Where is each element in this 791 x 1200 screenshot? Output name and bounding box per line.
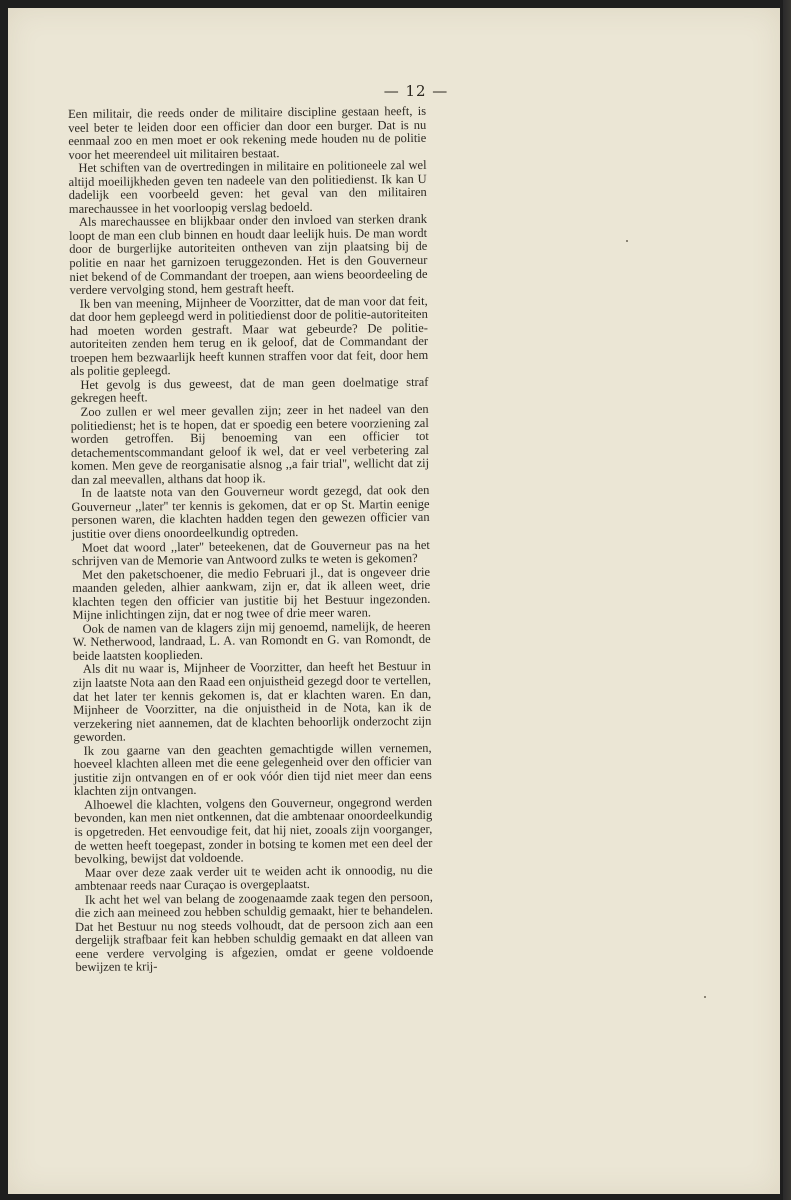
paragraph: Zoo zullen er wel meer gevallen zijn; zeer in het nadeel van den politiedienst; het is te hopen, dat er spoedig een betere voorziening zal worden getroffen. Bij benoeming van een officier tot detachementscommandant geloof ik wel, dat er veel verbetering zal komen. Men geve de reorganisatie alsnog ,,a fair trial'', wellicht dat zij dan zal meevallen, althans dat hoop ik. (70, 401, 430, 487)
page-number: — 12 — (383, 82, 449, 100)
paragraph: Het schiften van de overtredingen in militaire en politioneele zal wel altijd moeilijkheden geven ten nadeele van den politiedienst. Ik kan U dadelijk een voorbeeld geven: het geval van den militairen marechaussee in het voorloopig verslag bedoeld. (68, 158, 427, 216)
body-text (68, 105, 434, 975)
document-page (8, 8, 780, 1194)
page-edge (783, 0, 791, 1200)
paragraph: Alhoewel die klachten, volgens den Gouverneur, ongegrond werden bevonden, kan men niet ontkennen, dat die ambtenaar onoordeelkundig is opgetreden. Het eenvoudige feit, dat hij niet, zooals zijn voorganger, de wetten heeft toegepast, zonder in botsing te komen met een deel der bevolking, bewijst dat voldoende. (74, 794, 433, 867)
paragraph: Met den paketschoener, die medio Februari jl., dat is ongeveer drie maanden geleden, alhier aankwam, zijn er, dat ik alleen weet, drie klachten tegen den officier van justitie bij het Bestuur ingezonden. Mijne inlichtingen zijn, dat er nog twee of drie meer waren. (72, 564, 431, 623)
paragraph: Als dit nu waar is, Mijnheer de Voorzitter, dan heeft het Bestuur in zijn laatste Nota aan den Raad een onjuistheid gezegd door te vertellen, dat het later ter kennis gekomen is, dat er klachten waren. En dan, Mijnheer de Voorzitter, na die onjuistheid in de Nota, kan ik de verzekering niet aannemen, dat de klachten behoorlijk onderzocht zijn geworden. (72, 659, 432, 745)
paragraph: Ik ben van meening, Mijnheer de Voorzitter, dat de man voor dat feit, dat door hem gepleegd werd in politiedienst door de politie-autoriteiten had moeten worden gestraft. Maar wat gebeurde? De politie-autoriteiten zenden hem terug en ik geloof, dat de Commandant der troepen hem bezwaarlijk heeft kunnen straffen voor dat feit, door hem als politie gepleegd. (69, 293, 429, 379)
paragraph: Ook de namen van de klagers zijn mij genoemd, namelijk, de heeren W. Netherwood, landraad, L. A. van Romondt en G. van Romondt, de beide laatsten kooplieden. (72, 618, 431, 663)
paragraph: Moet dat woord ,,later'' beteekenen, dat de Gouverneur pas na het schrijven van de Memorie van Antwoord zulks te weten is gekomen? (71, 537, 430, 569)
paragraph: Ik zou gaarne van den geachten gemachtigde willen vernemen, hoeveel klachten alleen met die eene gelegenheid over den officier van justitie zijn ontvangen en of er ook vóór dien tijd niet meer dan eens klachten zijn ontvangen. (73, 740, 432, 799)
paragraph: Maar over deze zaak verder uit te weiden acht ik onnoodig, nu die ambtenaar reeds naar Curaçao is overgeplaatst. (74, 862, 433, 894)
paper-speck (626, 240, 628, 242)
paragraph: In de laatste nota van den Gouverneur wordt gezegd, dat ook den Gouverneur ,,later'' ter kennis is gekomen, dat er op St. Martin eenige personen waren, die klachten hadden tegen den gewezen officier van justitie over diens onoordeelkundig optreden. (71, 483, 430, 541)
paragraph: Als marechaussee en blijkbaar onder den invloed van sterken drank loopt de man een club binnen en houdt daar leelijk huis. De man wordt door de burgerlijke autoriteiten ontheven van zijn plaatsing bij de politie en naar het garnizoen teruggezonden. Het is den Gouverneur niet bekend of de Commandant der troepen, aan wiens beoordeeling de verdere vervolging stond, hem gestraft heeft. (69, 212, 428, 298)
paragraph: Een militair, die reeds onder de militaire discipline gestaan heeft, is veel beter te leiden door een officier dan door een burger. Dat is nu eenmaal zoo en men moet er ook rekening mede houden nu de politie voor het meerendeel uit militairen bestaat. (67, 103, 427, 162)
paragraph: Ik acht het wel van belang de zoogenaamde zaak tegen den persoon, die zich aan meineed zou hebben schuldig gemaakt, hier te behandelen. Dat het Bestuur nu nog steeds volhoudt, dat de persoon zich aan een dergelijk strafbaar feit kan hebben schuldig gemaakt en dat alleen van eene verdere vervolging is afgezien, omdat er geene voldoende bewijzen te krij- (74, 889, 434, 975)
paragraph: Het gevolg is dus geweest, dat de man geen doelmatige straf gekregen heeft. (70, 374, 429, 406)
paper-speck (704, 996, 706, 998)
